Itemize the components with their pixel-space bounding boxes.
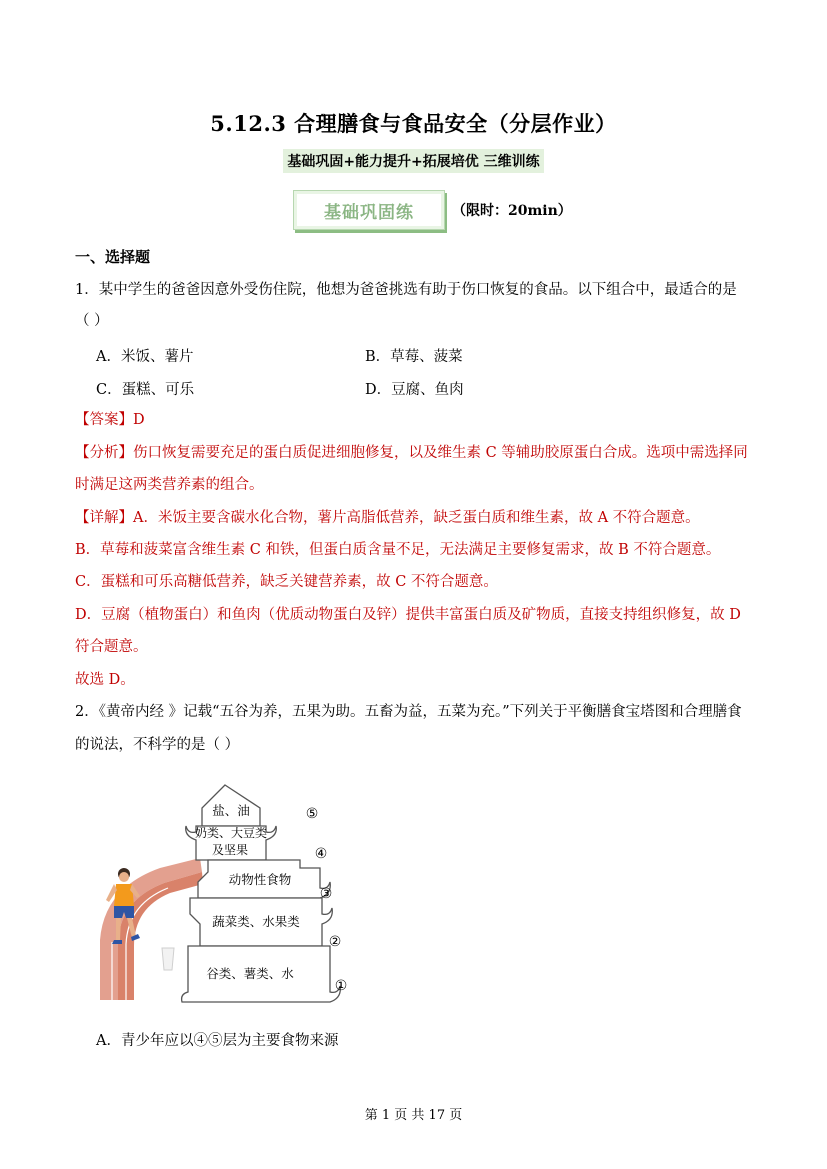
page-title: 5.12.3 合理膳食与食品安全（分层作业） (210, 111, 617, 136)
q2-option-a: A．青少年应以④⑤层为主要食物来源 (96, 1033, 339, 1049)
q1-detail-line1: 【详解】A．米饭主要含碳水化合物，薯片高脂低营养，缺乏蛋白质和维生素，故 A 不符合题意。 (75, 510, 700, 526)
q1-detail-line4: D．豆腐（植物蛋白）和鱼肉（优质动物蛋白及锌）提供丰富蛋白质及矿物质，直接支持组织修复，故 D (75, 607, 741, 623)
pyramid-level-4-label-line1: 奶类、大豆类 (194, 826, 268, 840)
subtitle: 基础巩固+能力提升+拓展培优 三维训练 (283, 149, 543, 173)
food-pyramid-figure (90, 780, 365, 1005)
pyramid-level-5-label: 盐、油 (212, 803, 250, 818)
pyramid-level-1-label: 谷类、薯类、水 (206, 966, 294, 981)
pyramid-level-3-label: 动物性食物 (228, 872, 292, 887)
q1-detail-line3: C．蛋糕和可乐高糖低营养，缺乏关键营养素，故 C 不符合题意。 (75, 574, 498, 590)
q1-option-c: C．蛋糕、可乐 (96, 382, 195, 398)
pyramid-number-3: ③ (319, 886, 333, 902)
pyramid-level-2-label: 蔬菜类、水果类 (212, 914, 300, 929)
subtitle-container (0, 149, 827, 173)
pyramid-number-5: ⑤ (305, 806, 319, 822)
q1-answer: 【答案】D (75, 412, 145, 428)
page-footer: 第 1 页 共 17 页 (364, 1108, 463, 1123)
q1-detail-line5: 符合题意。 (75, 639, 148, 655)
time-limit: （限时：20min） (452, 203, 572, 219)
q1-stem-line2: （ ） (75, 313, 109, 329)
section-title: 一、选择题 (75, 248, 151, 266)
pyramid-number-4: ④ (314, 846, 328, 862)
q1-analysis-line2: 时满足这两类营养素的组合。 (75, 477, 264, 493)
pyramid-number-2: ② (328, 934, 342, 950)
q1-detail-line2: B．草莓和菠菜富含维生素 C 和铁，但蛋白质含量不足，无法满足主要修复需求，故 B 不符合题意。 (75, 542, 721, 558)
q1-option-b: B．草莓、菠菜 (365, 349, 463, 365)
q2-stem-line2: 的说法，不科学的是（ ） (75, 737, 240, 753)
q1-option-d: D．豆腐、鱼肉 (365, 382, 464, 398)
section-badge: 基础巩固练 (293, 190, 445, 230)
q1-option-a: A．米饭、薯片 (96, 349, 194, 365)
q1-conclusion: 故选 D。 (75, 672, 135, 688)
q1-analysis-line1: 【分析】伤口恢复需要充足的蛋白质促进细胞修复，以及维生素 C 等辅助胶原蛋白合成。选项中需选择同 (75, 445, 748, 461)
q1-stem-line1: 1．某中学生的爸爸因意外受伤住院，他想为爸爸挑选有助于伤口恢复的食品。以下组合中，最适合的是 (75, 282, 737, 298)
pyramid-number-1: ① (334, 978, 348, 994)
q2-stem-line1: 2．《黄帝内经 》记载“五谷为养，五果为助。五畜为益，五菜为充。”下列关于平衡膳食宝塔图和合理膳食 (75, 704, 742, 720)
pyramid-level-4-label-line2: 及坚果 (211, 843, 249, 857)
